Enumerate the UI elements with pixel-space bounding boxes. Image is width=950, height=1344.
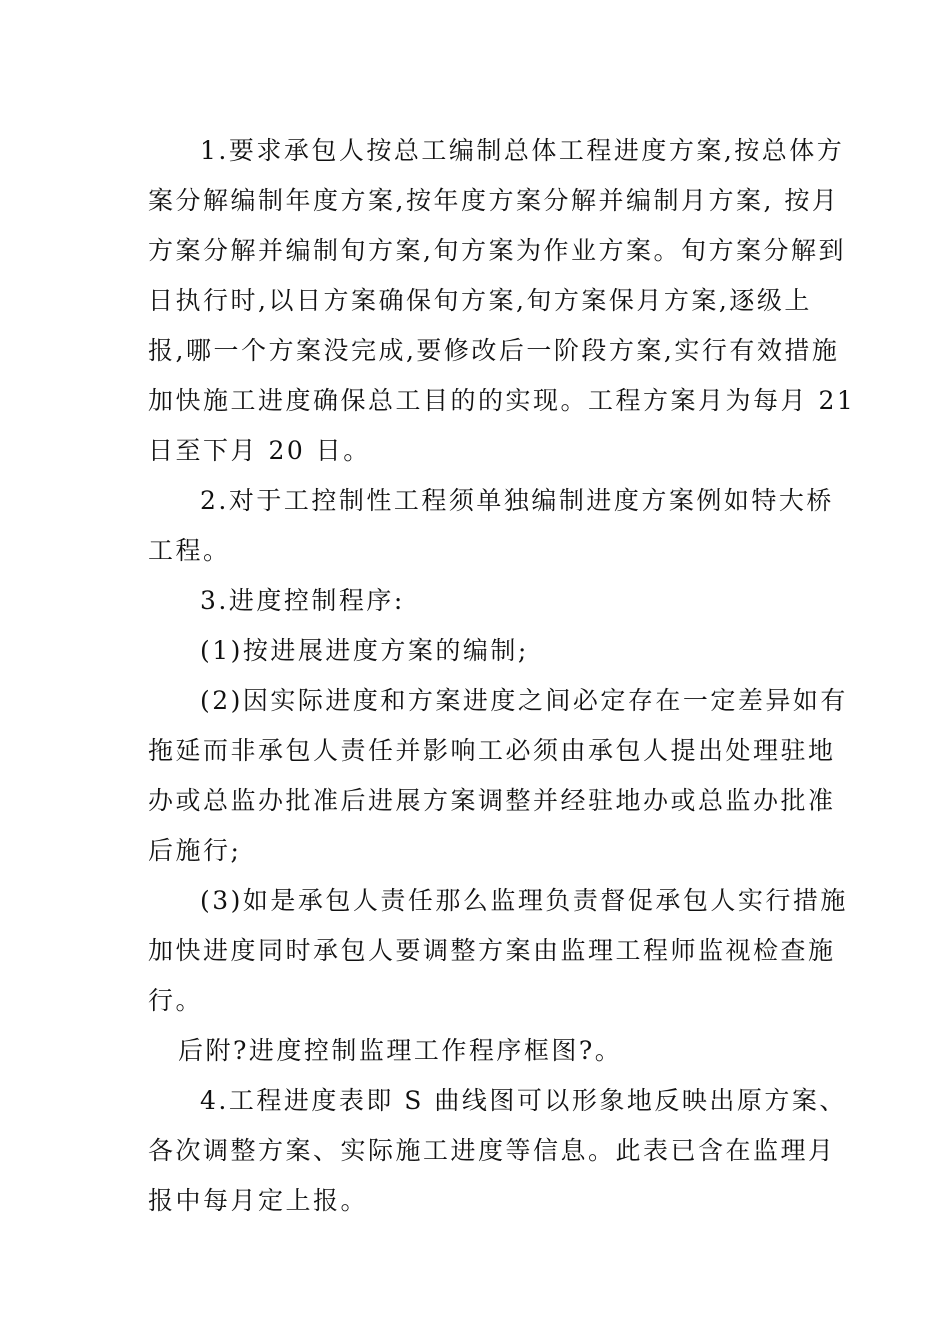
text-line-4: 日执行时,以日方案确保旬方案,旬方案保月方案,逐级上 xyxy=(148,286,812,315)
text-line-2: 案分解编制年度方案,按年度方案分解并编制月方案, 按月 xyxy=(148,186,840,215)
text-line-16: (3)如是承包人责任那么监理负责督促承包人实行措施 xyxy=(200,886,848,915)
text-line-17: 加快进度同时承包人要调整方案由监理工程师监视检查施 xyxy=(148,936,836,965)
text-line-5: 报,哪一个方案没完成,要修改后一阶段方案,实行有效措施 xyxy=(148,336,840,365)
text-line-8: 2.对于工控制性工程须单独编制进度方案例如特大桥 xyxy=(200,486,834,515)
text-line-18: 行。 xyxy=(148,986,204,1015)
text-line-11: (1)按进展进度方案的编制; xyxy=(200,636,529,665)
text-line-19: 后附?进度控制监理工作程序框图?。 xyxy=(178,1036,623,1065)
text-line-10: 3.进度控制程序: xyxy=(200,586,405,615)
text-line-7: 日至下月 20 日。 xyxy=(148,436,371,465)
text-line-15: 后施行; xyxy=(148,836,242,865)
text-line-3: 方案分解并编制旬方案,旬方案为作业方案。旬方案分解到 xyxy=(148,236,846,265)
text-line-14: 办或总监办批准后进展方案调整并经驻地办或总监办批准 xyxy=(148,786,836,815)
text-line-12: (2)因实际进度和方案进度之间必定存在一定差异如有 xyxy=(200,686,848,715)
text-line-6: 加快施工进度确保总工目的的实现。工程方案月为每月 21 xyxy=(148,386,856,415)
text-line-21: 各次调整方案、实际施工进度等信息。此表已含在监理月 xyxy=(148,1136,836,1165)
text-line-22: 报中每月定上报。 xyxy=(148,1186,369,1215)
text-line-1: 1.要求承包人按总工编制总体工程进度方案,按总体方 xyxy=(200,136,845,165)
text-line-9: 工程。 xyxy=(148,536,231,565)
text-line-13: 拖延而非承包人责任并影响工必须由承包人提出处理驻地 xyxy=(148,736,836,765)
text-line-20: 4.工程进度表即 S 曲线图可以形象地反映出原方案、 xyxy=(200,1086,847,1115)
